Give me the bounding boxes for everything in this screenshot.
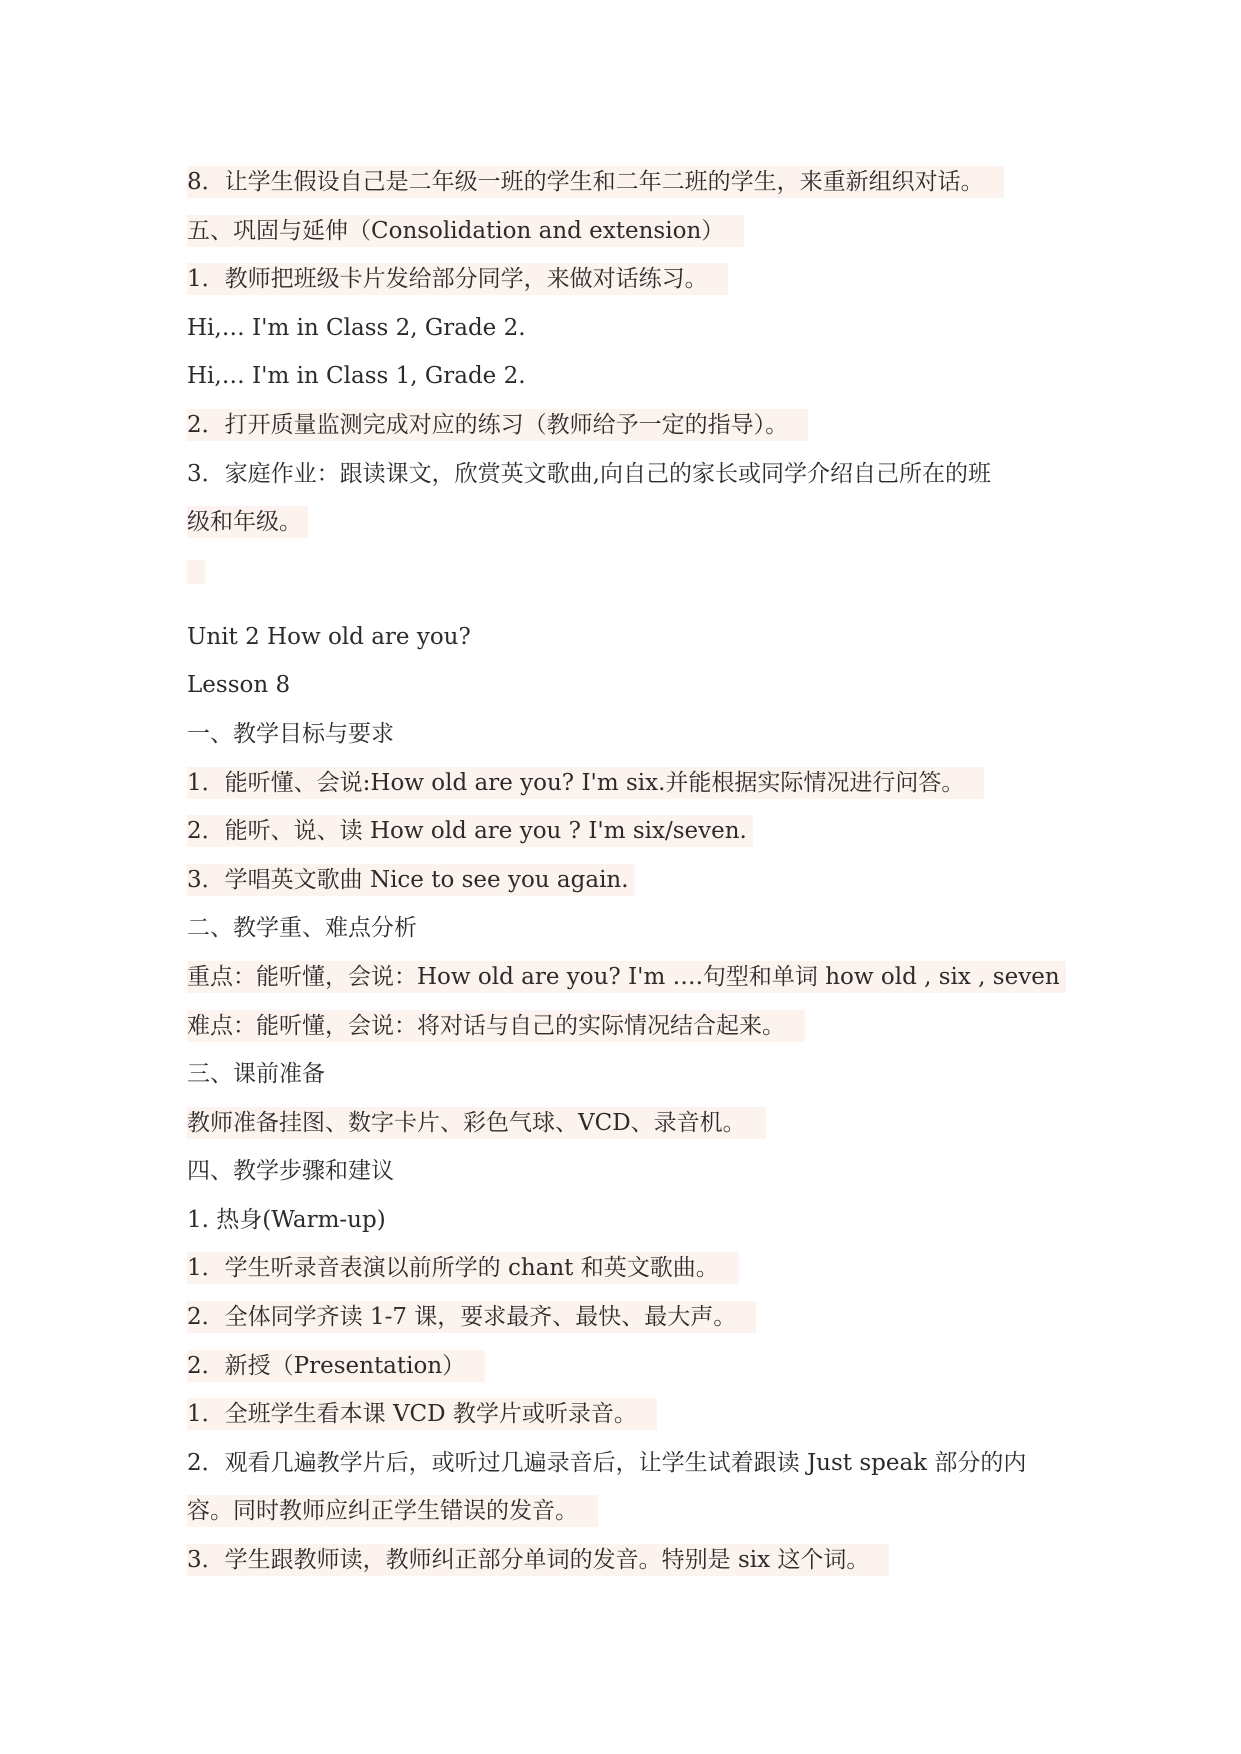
lesson-title — [187, 661, 1067, 710]
text-line — [187, 255, 1067, 304]
text-line — [187, 759, 1067, 808]
text-line — [187, 1002, 1067, 1051]
text-line — [187, 1439, 1067, 1488]
highlighted-text: 级和年级。 — [187, 506, 308, 538]
highlighted-text: 1．全班学生看本课 VCD 教学片或听录音。 — [187, 1398, 657, 1430]
text-line — [187, 158, 1067, 207]
section-heading — [187, 1050, 1067, 1099]
section-heading — [187, 1147, 1067, 1196]
highlighted-text: 容。同时教师应纠正学生错误的发音。 — [187, 1495, 598, 1527]
highlighted-text: 2．新授（Presentation） — [187, 1350, 485, 1382]
plain-text: 3．家庭作业：跟读课文，欣赏英文歌曲,向自己的家长或同学介绍自己所在的班 — [187, 460, 991, 487]
highlighted-text: 1．教师把班级卡片发给部分同学，来做对话练习。 — [187, 263, 728, 295]
text-line — [187, 1293, 1067, 1342]
plain-text: Hi,… I'm in Class 1, Grade 2. — [187, 363, 526, 390]
highlighted-text: 8．让学生假设自己是二年级一班的学生和二年二班的学生，来重新组织对话。 — [187, 166, 1004, 198]
document-page — [187, 158, 1067, 1585]
text-line — [187, 856, 1067, 905]
text-line — [187, 401, 1067, 450]
highlighted-text: 3．学生跟教师读，教师纠正部分单词的发音。特别是 six 这个词。 — [187, 1544, 889, 1576]
dialogue-line — [187, 304, 1067, 353]
highlighted-text: 1．能听懂、会说:How old are you? I'm six.并能根据实际情况进行问答。 — [187, 767, 984, 799]
highlighted-text: 2．能听、说、读 How old are you ? I'm six/seven. — [187, 815, 753, 847]
plain-text: Unit 2 How old are you? — [187, 623, 471, 650]
blank-highlight-mark — [187, 560, 205, 584]
highlighted-text: 难点：能听懂，会说：将对话与自己的实际情况结合起来。 — [187, 1010, 805, 1042]
plain-text: 三、课前准备 — [187, 1061, 325, 1088]
unit-title — [187, 613, 1067, 662]
highlighted-text: 2．打开质量监测完成对应的练习（教师给予一定的指导）。 — [187, 409, 808, 441]
plain-text: 二、教学重、难点分析 — [187, 915, 417, 942]
plain-text: 2．观看几遍教学片后，或听过几遍录音后，让学生试着跟读 Just speak 部分的内 — [187, 1449, 1027, 1476]
text-line — [187, 953, 1067, 1002]
highlighted-text: 3．学唱英文歌曲 Nice to see you again. — [187, 864, 635, 896]
section-heading — [187, 207, 1067, 256]
text-line — [187, 498, 1067, 547]
plain-text: Lesson 8 — [187, 672, 291, 699]
plain-text: 一、教学目标与要求 — [187, 720, 394, 747]
text-line — [187, 1390, 1067, 1439]
text-line — [187, 450, 1067, 499]
highlighted-text: 重点：能听懂，会说：How old are you? I'm ….句型和单词 how old , six , seven — [187, 961, 1066, 993]
text-line — [187, 1536, 1067, 1585]
text-line — [187, 1099, 1067, 1148]
text-line — [187, 807, 1067, 856]
section-heading — [187, 710, 1067, 759]
text-line — [187, 1342, 1067, 1391]
highlighted-text: 2．全体同学齐读 1-7 课，要求最齐、最快、最大声。 — [187, 1301, 756, 1333]
highlighted-text: 五、巩固与延伸（Consolidation and extension） — [187, 215, 744, 247]
text-line — [187, 1487, 1067, 1536]
highlighted-text: 1．学生听录音表演以前所学的 chant 和英文歌曲。 — [187, 1252, 739, 1284]
plain-text: Hi,… I'm in Class 2, Grade 2. — [187, 314, 526, 341]
text-line — [187, 1244, 1067, 1293]
plain-text: 四、教学步骤和建议 — [187, 1158, 394, 1185]
plain-text: 1. 热身(Warm-up) — [187, 1206, 386, 1233]
section-heading — [187, 904, 1067, 953]
highlighted-text: 教师准备挂图、数字卡片、彩色气球、VCD、录音机。 — [187, 1107, 766, 1139]
text-line — [187, 1196, 1067, 1245]
blank-line — [187, 547, 1067, 613]
dialogue-line — [187, 352, 1067, 401]
